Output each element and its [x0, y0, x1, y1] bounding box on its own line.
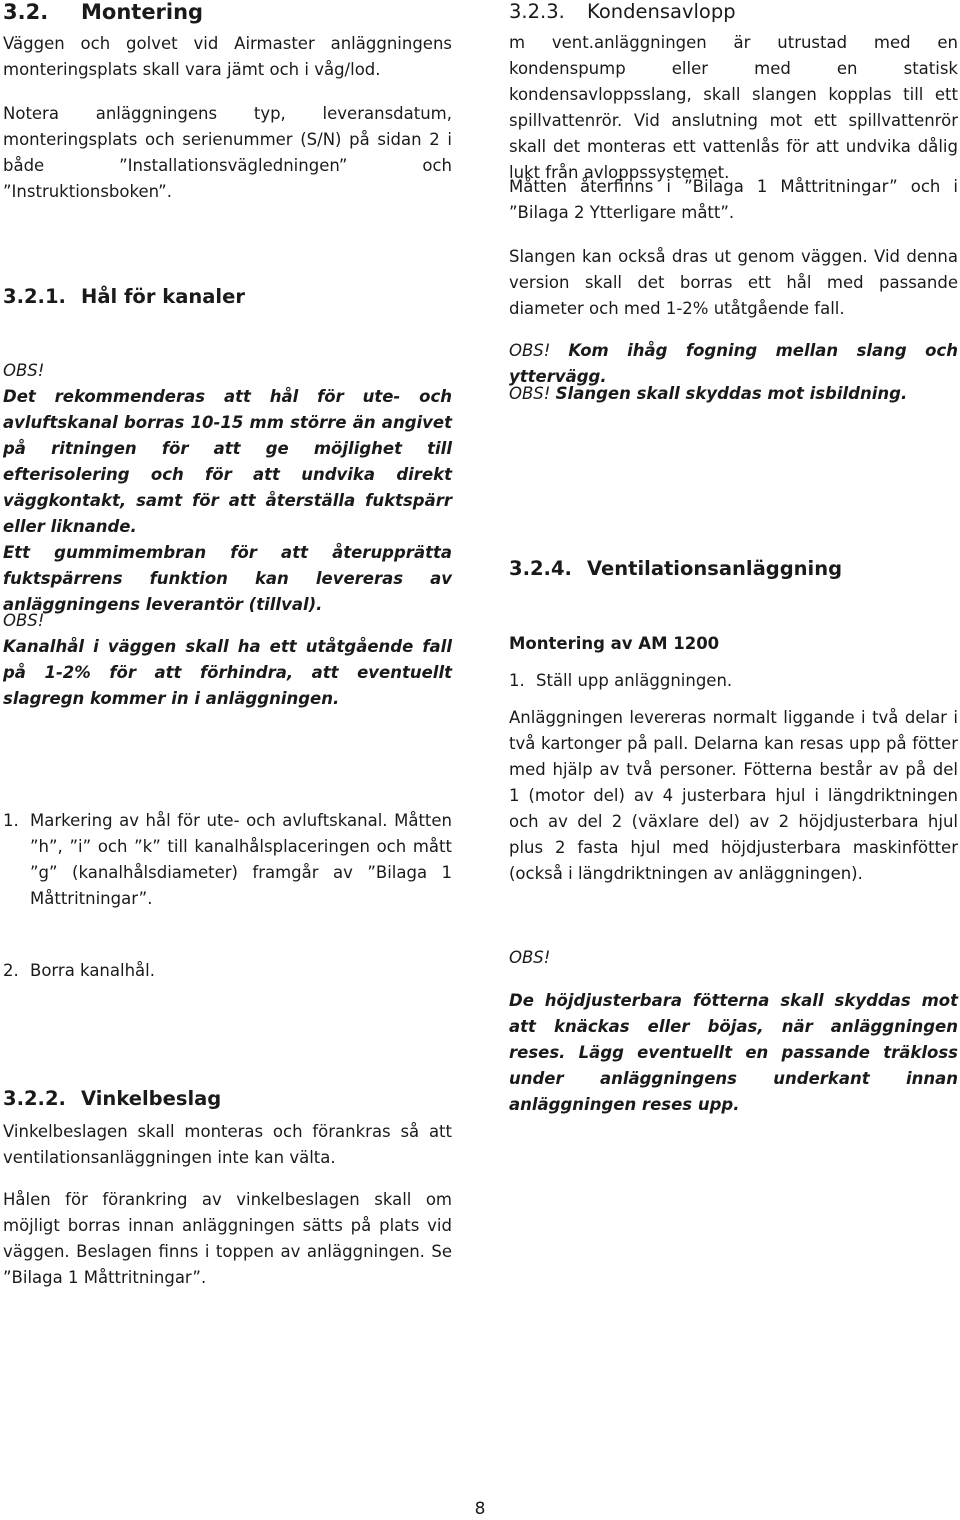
paragraph-delivery: Anläggningen levereras normalt liggande i två delar i två kartonger på pall. Delarna kan resas upp på fötter med hjälp av två personer. Fötterna består av på del 1 (motor del) av 4 justerbara hjul i längdriktningen och av del 2 (växlare del) av 2 höjdjusterbara hjul plus 2 fasta hjul med höjdjusterbara maskinfötter (också i längdriktningen av anläggningen).: [509, 708, 958, 883]
section-number: 3.2.: [3, 0, 49, 24]
section-title: Hål för kanaler: [81, 285, 245, 308]
section-title: Montering: [81, 0, 204, 24]
list-item-step-1: [509, 668, 958, 694]
section-number: 3.2.4.: [509, 557, 572, 580]
obs-text-membrane: Ett gummimembran för att återupprätta fuktspärrens funktion kan levereras av anläggningens leverantör (tillval).: [3, 543, 452, 614]
paragraph-note-type: Notera anläggningens typ, leveransdatum, monteringsplats och serienummer (S/N) på sidan 2 i både ”Installationsvägledningen” och ”Instruktionsboken”.: [3, 104, 452, 201]
paragraph-floor-level: Väggen och golvet vid Airmaster anläggningens monteringsplats skall vara jämt och i våg/lod.: [3, 34, 452, 79]
obs-text: Kom ihåg fogning mellan slang och yttervägg.: [509, 341, 959, 386]
obs-label: OBS!: [3, 361, 45, 380]
section-heading-3-2: [3, 0, 453, 24]
obs-label: OBS!: [509, 948, 551, 967]
list-text: Markering av hål för ute- och avluftskanal. Måtten ”h”, ”i” och ”k” till kanalhålsplaceringen och mått ”g” (kanalhålsdiameter) framgår av ”Bilaga 1 Måttritningar”.: [30, 811, 452, 908]
obs-note-slope: [3, 608, 452, 712]
paragraph-dimensions-ref: Måtten återfinns i ”Bilaga 1 Måttritningar” och i ”Bilaga 2 Ytterligare mått”.: [509, 177, 958, 222]
section-title: Ventilationsanläggning: [587, 557, 843, 580]
obs-text: Kanalhål i väggen skall ha ett utåtgående fall på 1-2% för att förhindra, att eventuellt slagregn kommer in i anläggningen.: [3, 637, 452, 708]
section-title: Vinkelbeslag: [81, 1087, 222, 1110]
paragraph-angle-brackets: Vinkelbeslagen skall monteras och förankras så att ventilationsanläggningen inte kan välta.: [3, 1122, 452, 1167]
section-number: 3.2.2.: [3, 1087, 66, 1110]
list-number: 1.: [3, 811, 19, 830]
section-heading-3-2-4: [509, 557, 959, 581]
section-heading-3-2-1: [3, 285, 453, 309]
obs-note-duct-holes: [3, 358, 452, 618]
page-number: 8: [474, 1499, 486, 1519]
section-heading-3-2-3: [509, 0, 959, 24]
section-number: 3.2.3.: [509, 0, 565, 23]
paragraph-anchor-holes: Hålen för förankring av vinkelbeslagen skall om möjligt borras innan anläggningen sätts på plats vid väggen. Beslagen finns i toppen av anläggningen. Se ”Bilaga 1 Måttritningar”.: [3, 1190, 452, 1287]
paragraph-hose-through-wall: Slangen kan också dras ut genom väggen. Vid denna version skall det borras ett hål med passande diameter och med 1-2% utåtgående fall.: [509, 247, 958, 318]
obs-label: OBS!: [3, 611, 45, 630]
obs-text: De höjdjusterbara fötterna skall skyddas mot att knäckas eller böjas, när anläggningen reses. Lägg eventuellt en passande träkloss under anläggningens underkant innan anläggningen reses upp.: [509, 991, 958, 1114]
list-item-step-2: [3, 958, 452, 984]
section-heading-3-2-2: [3, 1087, 453, 1111]
obs-note-ice: [509, 381, 958, 407]
list-item-step-1: [3, 808, 452, 912]
obs-text: Det rekommenderas att hål för ute- och avluftskanal borras 10-15 mm större än angivet på ritningen för att ge möjlighet till efterisolering och för att undvika direkt väggkontakt, samt för att återställa fuktspärr eller liknande.: [3, 387, 452, 536]
list-text: Borra kanalhål.: [30, 961, 155, 980]
obs-label: OBS!: [509, 384, 551, 403]
list-text: Ställ upp anläggningen.: [536, 671, 733, 690]
list-number: 1.: [509, 671, 525, 690]
paragraph-condensate: m vent.anläggningen är utrustad med en kondenspump eller med en statisk kondensavloppsslang, skall slangen kopplas till ett spillvattenrör. Vid anslutning mot ett spillvattenrör skall det monteras ett vattenlås för att undvika dålig lukt från avloppssystemet.: [509, 33, 958, 182]
subsection-title: Montering av AM 1200: [509, 634, 720, 653]
section-title: Kondensavlopp: [587, 0, 736, 23]
obs-label: OBS!: [509, 341, 551, 360]
list-number: 2.: [3, 961, 19, 980]
obs-text: Slangen skall skyddas mot isbildning.: [555, 384, 908, 403]
section-number: 3.2.1.: [3, 285, 66, 308]
obs-note-feet: [509, 945, 958, 1118]
